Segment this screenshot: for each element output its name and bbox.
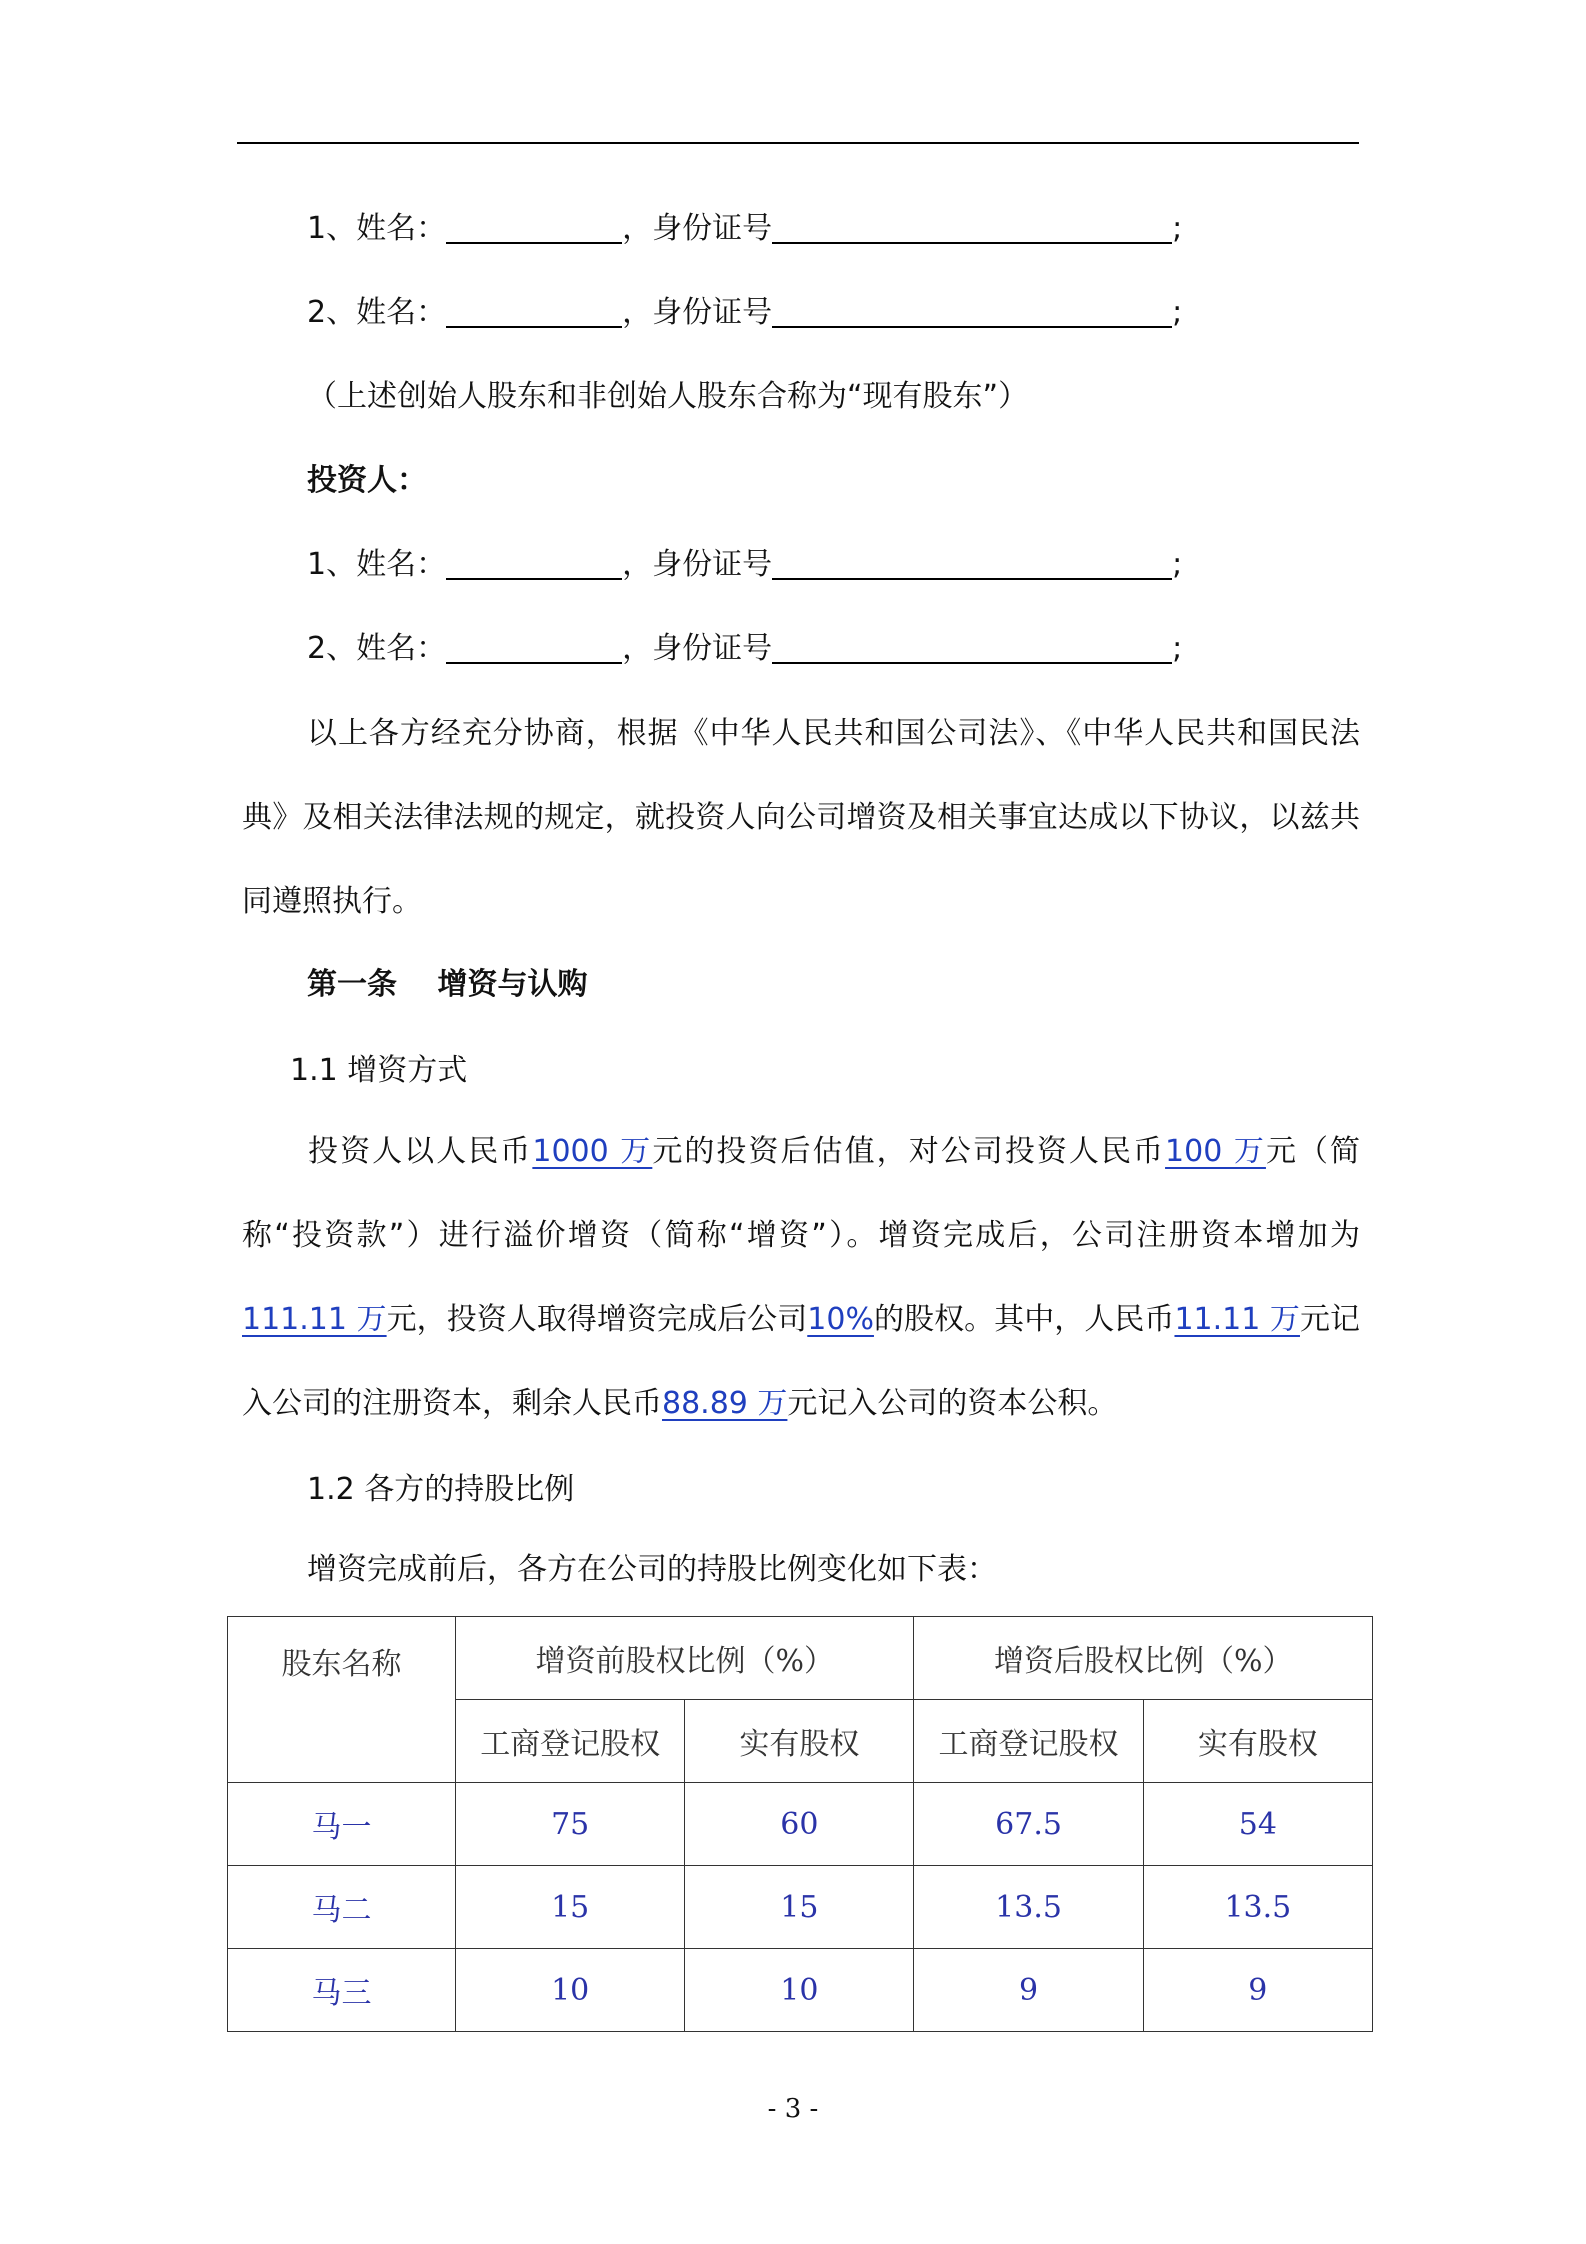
shareholders-note: （上述创始人股东和非创始人股东合称为“现有股东”） xyxy=(307,379,1029,414)
page-number: - 3 - xyxy=(767,2094,819,2124)
before-actual-value: 10 xyxy=(685,1949,914,2032)
shareholder-line-1 xyxy=(307,209,1182,249)
equity-percent-value: 10% xyxy=(807,1302,874,1337)
before-registered-value: 75 xyxy=(456,1783,685,1866)
name-label: 姓名： xyxy=(356,547,447,582)
shareholder-line-2 xyxy=(307,293,1182,333)
col-header-before: 增资前股权比例（%） xyxy=(456,1617,914,1700)
capital-reserve-value: 88.89 万 xyxy=(662,1386,788,1421)
id-blank[interactable] xyxy=(772,548,1172,580)
name-label: 姓名： xyxy=(356,211,447,246)
registered-capital-value: 111.11 万 xyxy=(242,1302,387,1337)
valuation-value: 1000 万 xyxy=(532,1134,653,1169)
name-blank[interactable] xyxy=(446,296,622,328)
line-index: 2、 xyxy=(307,631,357,666)
line-index: 1、 xyxy=(307,211,357,246)
investor-line-2 xyxy=(307,629,1182,669)
shareholder-name: 马二 xyxy=(228,1866,456,1949)
table-row xyxy=(228,1866,1373,1949)
name-blank[interactable] xyxy=(446,632,622,664)
text-segment: 元的投资后估值，对公司投资人民币 xyxy=(652,1134,1166,1169)
investment-value: 100 万 xyxy=(1165,1134,1266,1169)
investor-heading: 投资人： xyxy=(307,463,427,498)
line-end: ; xyxy=(1172,547,1183,582)
sub-header-actual: 实有股权 xyxy=(685,1700,914,1783)
name-blank[interactable] xyxy=(446,548,622,580)
article-1-title: 第一条 增资与认购 xyxy=(307,967,588,1002)
line-end: ; xyxy=(1172,631,1183,666)
shareholder-name: 马三 xyxy=(228,1949,456,2032)
after-actual-value: 13.5 xyxy=(1143,1866,1372,1949)
text-segment: 元记入公司的注册资本，剩余人民币 xyxy=(242,1302,1361,1421)
name-blank[interactable] xyxy=(446,212,622,244)
section-1-2-intro: 增资完成前后，各方在公司的持股比例变化如下表： xyxy=(307,1552,997,1587)
table-row xyxy=(228,1783,1373,1866)
text-segment: 的股权。其中，人民币 xyxy=(873,1302,1175,1337)
before-registered-value: 15 xyxy=(456,1866,685,1949)
header-rule xyxy=(237,142,1359,144)
line-end: ; xyxy=(1172,211,1183,246)
line-index: 1、 xyxy=(307,547,357,582)
col-header-after: 增资后股权比例（%） xyxy=(914,1617,1373,1700)
registered-portion-value: 11.11 万 xyxy=(1174,1302,1300,1337)
shareholding-table xyxy=(227,1616,1373,2032)
id-blank[interactable] xyxy=(772,212,1172,244)
table-header-row xyxy=(228,1617,1373,1700)
text-segment: 元记入公司的资本公积。 xyxy=(787,1386,1118,1421)
section-1-1-title: 1.1 增资方式 xyxy=(290,1053,468,1088)
text-segment: 元，投资人取得增资完成后公司 xyxy=(386,1302,808,1337)
before-actual-value: 60 xyxy=(685,1783,914,1866)
sub-header-actual: 实有股权 xyxy=(1143,1700,1372,1783)
name-label: 姓名： xyxy=(356,295,447,330)
id-label: ，身份证号 xyxy=(622,547,773,582)
text-segment: 投资人以人民币 xyxy=(306,1134,533,1169)
sub-header-registered: 工商登记股权 xyxy=(456,1700,685,1783)
before-registered-value: 10 xyxy=(456,1949,685,2032)
after-registered-value: 67.5 xyxy=(914,1783,1143,1866)
intro-text: 以上各方经充分协商，根据《中华人民共和国公司法》、《中华人民共和国民法典》及相关法律法规的规定，就投资人向公司增资及相关事宜达成以下协议，以兹共同遵照执行。 xyxy=(242,716,1360,919)
line-end: ; xyxy=(1172,295,1183,330)
after-registered-value: 9 xyxy=(914,1949,1143,2032)
shareholder-name: 马一 xyxy=(228,1783,456,1866)
name-label: 姓名： xyxy=(356,631,447,666)
section-1-1-body xyxy=(242,1110,1360,1446)
investor-line-1 xyxy=(307,545,1182,585)
table-row xyxy=(228,1949,1373,2032)
text-segment: 元（简称“投资款”）进行溢价增资（简称“增资”）。增资完成后，公司注册资本增加为 xyxy=(242,1134,1361,1253)
id-label: ，身份证号 xyxy=(622,295,773,330)
id-label: ，身份证号 xyxy=(622,211,773,246)
col-header-name: 股东名称 xyxy=(228,1617,456,1783)
section-1-2-title: 1.2 各方的持股比例 xyxy=(307,1472,575,1507)
after-registered-value: 13.5 xyxy=(914,1866,1143,1949)
after-actual-value: 54 xyxy=(1143,1783,1372,1866)
id-blank[interactable] xyxy=(772,632,1172,664)
id-blank[interactable] xyxy=(772,296,1172,328)
intro-paragraph xyxy=(242,692,1360,944)
id-label: ，身份证号 xyxy=(622,631,773,666)
line-index: 2、 xyxy=(307,295,357,330)
sub-header-registered: 工商登记股权 xyxy=(914,1700,1143,1783)
after-actual-value: 9 xyxy=(1143,1949,1372,2032)
before-actual-value: 15 xyxy=(685,1866,914,1949)
